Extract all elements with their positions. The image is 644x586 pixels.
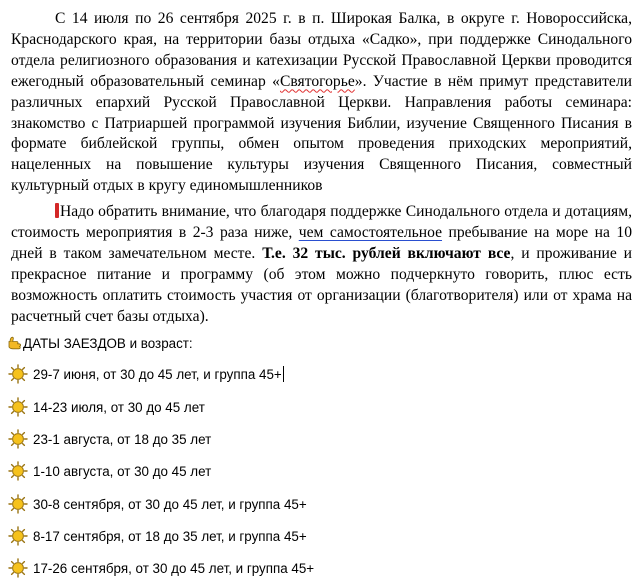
sun-icon <box>8 494 28 514</box>
underlined-phrase: чем самостоятельное <box>298 223 443 241</box>
cost-text-2: пребывание на море на 10 дней в таком замечательном месте. <box>11 223 632 262</box>
date-item-text: 1-10 августа, от 30 до 45 лет <box>33 464 212 479</box>
cost-paragraph <box>11 202 632 327</box>
intro-paragraph <box>11 9 632 197</box>
red-exclamation-marker-icon <box>55 203 59 218</box>
sun-icon <box>8 397 28 417</box>
date-item-text: 29-7 июня, от 30 до 45 лет, и группа 45+ <box>33 367 282 382</box>
price-emphasis: Т.е. 32 тыс. рублей включают все <box>262 244 511 262</box>
intro-text-1: С 14 июля по 26 сентября 2025 г. в п. Широкая Балка, в округе г. Новороссийска, Краснодарского края, на территории базы отдыха «Садко», при поддержке Синодального отдела религиозного образования и катехизации Русской Православной Церкви проводится ежегодный образовательный семинар « <box>11 10 632 90</box>
intro-text-2: ». Участие в нём примут представители различных епархий Русской Православной Церкви. Направления работы семинара: знакомство с Патриаршей программой изучения Библии, изучение Священного Писания в формате библейской группы, обмен опытом проведения приходских мероприятий, нацеленных на повышение культуры изучения Священного Писания, совместный культурный отдых в кругу единомышленников <box>11 72 632 195</box>
cost-text-3: , и проживание и прекрасное питание и программу (об этом можно подчеркнуто говорить, плюс есть возможность оплатить стоимость участия от организации (благотворителя) или от храма на расчетный счет базы отдыха). <box>11 244 632 325</box>
dates-heading-text: ДАТЫ ЗАЕЗДОВ и возраст: <box>23 336 193 351</box>
sun-icon <box>8 558 28 578</box>
pointing-hand-icon <box>8 336 22 350</box>
dates-heading <box>8 335 193 353</box>
date-item-text: 30-8 сентября, от 30 до 45 лет, и группа 45+ <box>33 497 307 512</box>
seminar-name: Святогорье <box>279 72 355 90</box>
cost-text-1: Надо обратить внимание, что благодаря поддержке Синодального отдела и дотациям, стоимость мероприятия в 2-3 раза ниже, <box>11 203 632 241</box>
sun-icon <box>8 461 28 481</box>
date-item-text: 23-1 августа, от 18 до 35 лет <box>33 432 212 447</box>
date-item-text: 17-26 сентября, от 30 до 45 лет, и группа 45+ <box>33 561 315 576</box>
date-item-text: 14-23 июля, от 30 до 45 лет <box>33 400 205 415</box>
sun-icon <box>8 526 28 546</box>
sun-icon <box>8 364 28 384</box>
text-cursor <box>283 366 284 382</box>
sun-icon <box>8 429 28 449</box>
date-item-text: 8-17 сентября, от 18 до 35 лет, и группа 45+ <box>33 529 307 544</box>
